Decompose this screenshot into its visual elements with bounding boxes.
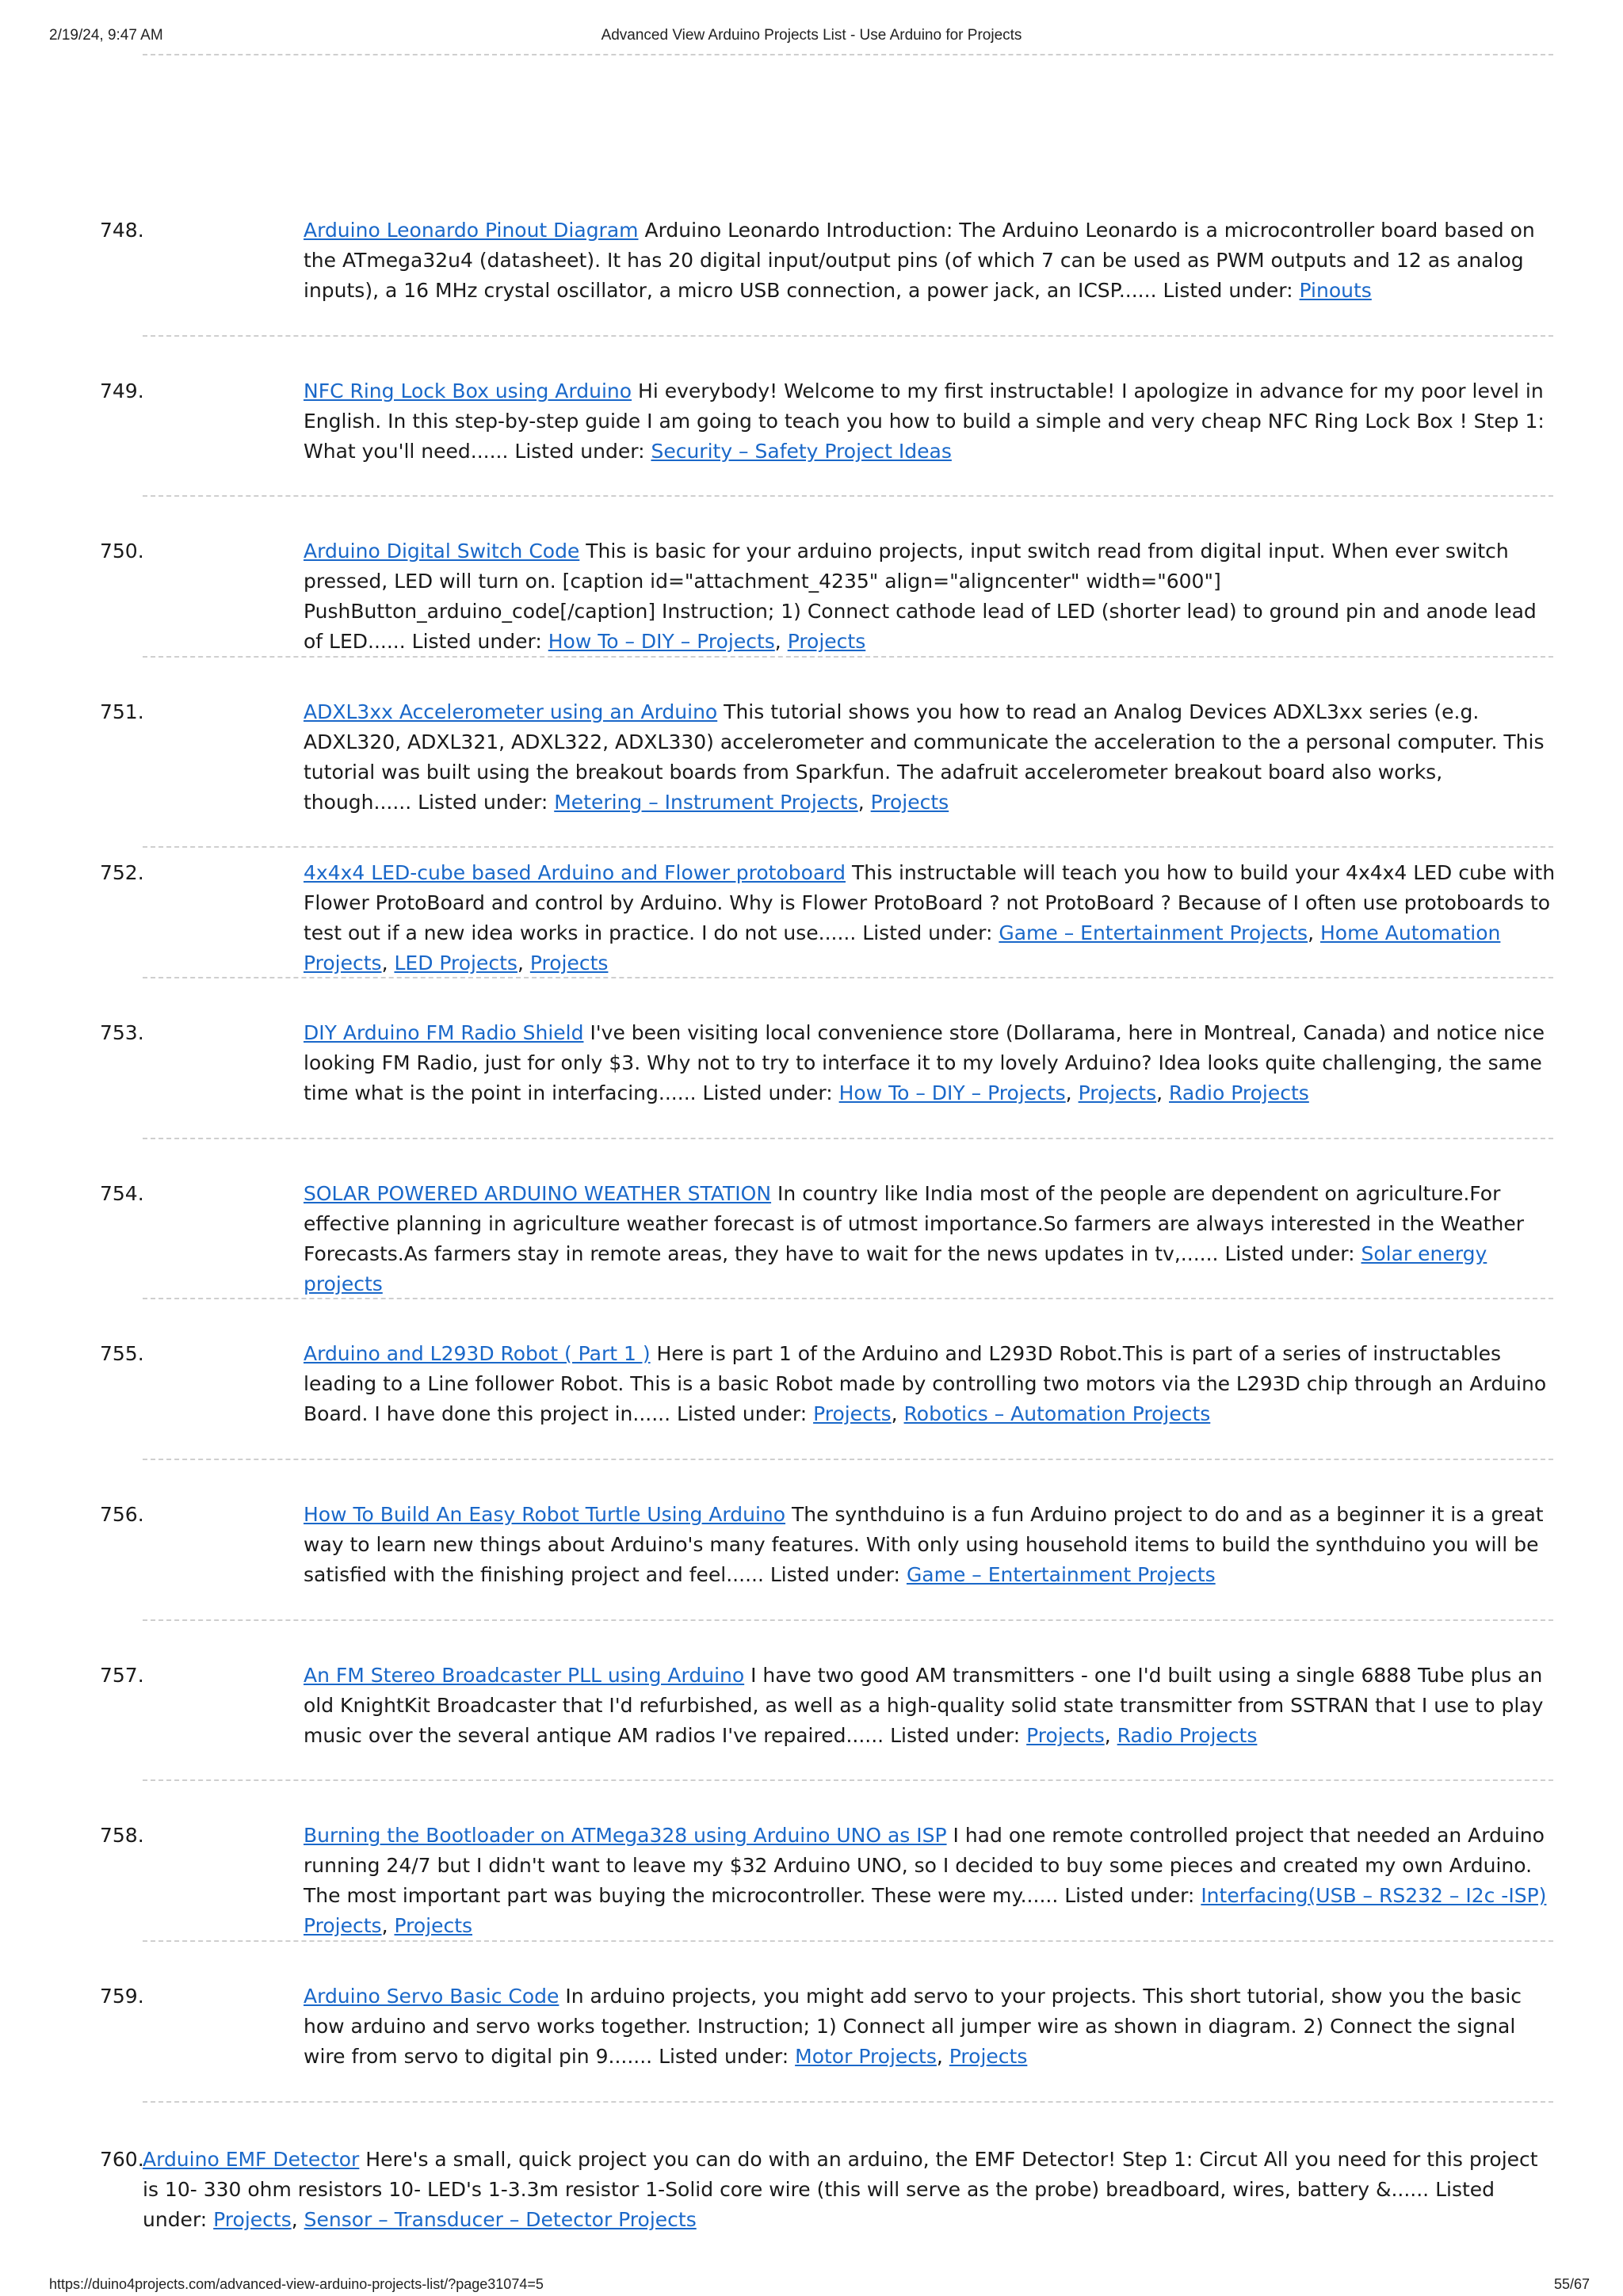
listed-under-label: Listed under:: [143, 2178, 1495, 2231]
entry-body: An FM Stereo Broadcaster PLL using Arduino I have two good AM transmitters - one I'd built using a single 6888 Tube plus an old KnightKit Broadcaster that I'd refurbished, as well as a high-quality solid state transmitter from SSTRAN that I use to play music over the several antique AM radios I've repaired...... Listed under: Projects, Radio Projects: [304, 1664, 1544, 1747]
project-description: Hi everybody! Welcome to my first instructable! I apologize in advance for my poor level in English. In this step-by-step guide I am going to teach you how to build a simple and very cheap NFC Ring Lock Box ! Step 1: What you'll need......: [304, 379, 1545, 463]
entry-body: 4x4x4 LED-cube based Arduino and Flower protoboard This instructable will teach you how to build your 4x4x4 LED cube with Flower ProtoBoard and control by Arduino. Why is Flower ProtoBoard ? not ProtoBoard ? Because of I often use protoboards to test out if a new idea works in practice. I do not use...... Listed under: Game – Entertainment Projects, Home Automation Projects, LED Projects, Projects: [304, 861, 1556, 974]
entry-number: 755.: [100, 1342, 144, 1365]
listed-under-label: Listed under:: [862, 921, 993, 944]
project-description: Here is part 1 of the Arduino and L293D Robot.This is part of a series of instructables leading to a Line follower Robot. This is a basic Robot made by controlling two motors via the L293D chip through an Arduino Board. I have done this project in......: [304, 1342, 1547, 1425]
divider: [143, 1459, 1553, 1460]
project-title-link[interactable]: SOLAR POWERED ARDUINO WEATHER STATION: [304, 1182, 772, 1205]
listed-under-label: Listed under:: [677, 1402, 808, 1425]
page-title: Advanced View Arduino Projects List - Use Arduino for Projects: [601, 27, 1022, 44]
category-link[interactable]: Radio Projects: [1169, 1081, 1309, 1104]
entry-body: [304, 376, 1556, 467]
project-title-link[interactable]: 4x4x4 LED-cube based Arduino and Flower protoboard: [304, 861, 846, 884]
project-title-link[interactable]: ADXL3xx Accelerometer using an Arduino: [304, 700, 718, 723]
category-link[interactable]: Robotics – Automation Projects: [903, 1402, 1211, 1425]
project-title-link[interactable]: An FM Stereo Broadcaster PLL using Arduino: [304, 1664, 745, 1687]
divider: [143, 846, 1553, 848]
entry-body: Arduino Digital Switch Code This is basic for your arduino projects, input switch read from digital input. When ever switch pressed, LED will turn on. [caption id="attachment_4235" align="aligncenter" width="600"] PushButton_arduino_code[/caption] Instruction; 1) Connect cathode lead of LED (shorter lead) to ground pin and anode lead of LED...... Listed under: How To – DIY – Projects, Projects: [304, 540, 1537, 653]
entry-number: 757.: [100, 1664, 144, 1687]
category-link[interactable]: Projects: [870, 791, 949, 814]
category-link[interactable]: Projects: [213, 2208, 292, 2231]
entry-body: Burning the Bootloader on ATMega328 using Arduino UNO as ISP I had one remote controlled project that needed an Arduino running 24/7 but I didn't want to leave my $32 Arduino UNO, so I decided to buy some pieces and created my own Arduino. The most important part was buying the microcontroller. These were my...... Listed under: Interfacing(USB – RS232 – I2c -ISP) Projects, Projects: [304, 1824, 1547, 1937]
divider: [143, 1619, 1553, 1621]
project-description: I had one remote controlled project that needed an Arduino running 24/7 but I didn't want to leave my $32 Arduino UNO, so I decided to buy some pieces and created my own Arduino. The most important part was buying the microcontroller. These were my......: [304, 1824, 1545, 1907]
category-link[interactable]: Projects: [1078, 1081, 1157, 1104]
entry-body: Arduino EMF Detector Here's a small, quick project you can do with an arduino, the EMF Detector! Step 1: Circut All you need for this project is 10- 330 ohm resistors 10- LED's 1-3.3m resistor 1-Solid core wire (this will serve as the probe) breadboard, wires, battery &...... Listed under: Projects, Sensor – Transducer – Detector Projects: [143, 2148, 1538, 2231]
project-description: The synthduino is a fun Arduino project to do and as a beginner it is a great way to learn new things about Arduino's many features. With only using household items to build the synthduino you will be satisfied with the finishing project and feel......: [304, 1503, 1544, 1586]
listed-under-label: Listed under:: [1064, 1884, 1195, 1907]
entry-number: 758.: [100, 1824, 144, 1847]
listed-under-label: Listed under:: [514, 440, 645, 463]
category-link[interactable]: Game – Entertainment Projects: [999, 921, 1308, 944]
project-description: This is basic for your arduino projects, input switch read from digital input. When ever switch pressed, LED will turn on. [caption id="attachment_4235" align="aligncenter" width="600"] PushButton_arduino_code[/caption] Instruction; 1) Connect cathode lead of LED (shorter lead) to ground pin and anode lead of LED......: [304, 540, 1537, 653]
project-description: I have two good AM transmitters - one I'd built using a single 6888 Tube plus an old KnightKit Broadcaster that I'd refurbished, as well as a high-quality solid state transmitter from SSTRAN that I use to play music over the several antique AM radios I've repaired......: [304, 1664, 1544, 1747]
entry-body: Arduino Servo Basic Code In arduino projects, you might add servo to your projects. This short tutorial, show you the basic how arduino and servo works together. Instruction; 1) Connect all jumper wire as shown in diagram. 2) Connect the signal wire from servo to digital pin 9....... Listed under: Motor Projects, Projects: [304, 1985, 1522, 2068]
entry-body: [304, 1500, 1556, 1590]
category-link[interactable]: Projects: [787, 630, 866, 653]
category-link[interactable]: Solar energy projects: [304, 1242, 1487, 1295]
page-url: https://duino4projects.com/advanced-view-arduino-projects-list/?page31074=5: [49, 2276, 544, 2292]
project-title-link[interactable]: Arduino and L293D Robot ( Part 1 ): [304, 1342, 651, 1365]
project-title-link[interactable]: DIY Arduino FM Radio Shield: [304, 1021, 584, 1044]
listed-under-label: Listed under:: [702, 1081, 833, 1104]
listed-under-label: Listed under:: [1224, 1242, 1355, 1265]
category-link[interactable]: How To – DIY – Projects: [838, 1081, 1066, 1104]
project-description: In country like India most of the people are dependent on agriculture.For effective planning in agriculture weather forecast is of utmost importance.So farmers are always interested in the Weather Forecasts.As farmers stay in remote areas, they have to wait for the news updates in tv,......: [304, 1182, 1524, 1265]
entry-number: 748.: [100, 219, 144, 242]
project-description: Arduino Leonardo Introduction: The Arduino Leonardo is a microcontroller board based on the ATmega32u4 (datasheet). It has 20 digital input/output pins (of which 7 can be used as PWM outputs and 12 as analog inputs), a 16 MHz crystal oscillator, a micro USB connection, a power jack, an ICSP......: [304, 219, 1535, 302]
divider: [143, 1138, 1553, 1139]
listed-under-label: Listed under:: [890, 1724, 1021, 1747]
category-link[interactable]: Radio Projects: [1117, 1724, 1258, 1747]
category-link[interactable]: Projects: [529, 952, 609, 974]
divider: [143, 495, 1553, 497]
entry-number: 749.: [100, 379, 144, 402]
entry-number: 754.: [100, 1182, 144, 1205]
listed-under-label: Listed under:: [659, 2045, 789, 2068]
listed-under-label: Listed under:: [769, 1563, 900, 1586]
category-link[interactable]: Projects: [394, 1914, 473, 1937]
page-number: 55/67: [1553, 2276, 1590, 2292]
listed-under-label: Listed under:: [1163, 279, 1293, 302]
category-link[interactable]: Security – Safety Project Ideas: [651, 440, 952, 463]
divider: [143, 1779, 1553, 1781]
category-link[interactable]: Interfacing(USB – RS232 – I2c -ISP) Projects: [304, 1884, 1547, 1937]
project-description: This instructable will teach you how to build your 4x4x4 LED cube with Flower ProtoBoard and control by Arduino. Why is Flower ProtoBoard ? not ProtoBoard ? Because of I often use protoboards to test out if a new idea works in practice. I do not use......: [304, 861, 1556, 944]
category-link[interactable]: Home Automation Projects: [304, 921, 1501, 974]
entry-number: 750.: [100, 540, 144, 563]
entry-number: 756.: [100, 1503, 144, 1526]
project-title-link[interactable]: Arduino Servo Basic Code: [304, 1985, 559, 2008]
entry-body: [304, 215, 1556, 306]
category-link[interactable]: Projects: [949, 2045, 1028, 2068]
entry-number: 751.: [100, 700, 144, 723]
entry-body: [304, 1179, 1556, 1299]
project-description: I've been visiting local convenience store (Dollarama, here in Montreal, Canada) and notice nice looking FM Radio, just for only $3. Why not to try to interface it to my lovely Arduino? Idea looks quite challenging, the same time what is the point in interfacing......: [304, 1021, 1545, 1104]
project-title-link[interactable]: Arduino EMF Detector: [143, 2148, 360, 2171]
divider: [143, 2101, 1553, 2103]
entry-number: 753.: [100, 1021, 144, 1044]
category-link[interactable]: Motor Projects: [795, 2045, 937, 2068]
category-link[interactable]: Sensor – Transducer – Detector Projects: [304, 2208, 697, 2231]
category-link[interactable]: Pinouts: [1299, 279, 1372, 302]
category-link[interactable]: Projects: [1026, 1724, 1105, 1747]
category-link[interactable]: Projects: [813, 1402, 892, 1425]
listed-under-label: Listed under:: [411, 630, 542, 653]
entry-number: 760.: [100, 2148, 144, 2171]
project-title-link[interactable]: Arduino Digital Switch Code: [304, 540, 580, 563]
category-link[interactable]: Game – Entertainment Projects: [906, 1563, 1216, 1586]
category-link[interactable]: How To – DIY – Projects: [548, 630, 775, 653]
entry-number: 759.: [100, 1985, 144, 2008]
project-title-link[interactable]: How To Build An Easy Robot Turtle Using Arduino: [304, 1503, 786, 1526]
project-title-link[interactable]: Burning the Bootloader on ATMega328 using Arduino UNO as ISP: [304, 1824, 947, 1847]
category-link[interactable]: Metering – Instrument Projects: [554, 791, 858, 814]
print-date: 2/19/24, 9:47 AM: [49, 27, 163, 44]
entry-number: 752.: [100, 861, 144, 884]
entry-body: DIY Arduino FM Radio Shield I've been visiting local convenience store (Dollarama, here in Montreal, Canada) and notice nice looking FM Radio, just for only $3. Why not to try to interface it to my lovely Arduino? Idea looks quite challenging, the same time what is the point in interfacing...... Listed under: How To – DIY – Projects, Projects, Radio Projects: [304, 1021, 1545, 1104]
project-description: Here's a small, quick project you can do with an arduino, the EMF Detector! Step 1: Circut All you need for this project is 10- 330 ohm resistors 10- LED's 1-3.3m resistor 1-Solid core wire (this will serve as the probe) breadboard, wires, battery &......: [143, 2148, 1538, 2201]
entry-body: ADXL3xx Accelerometer using an Arduino This tutorial shows you how to read an Analog Devices ADXL3xx series (e.g. ADXL320, ADXL321, ADXL322, ADXL330) accelerometer and communicate the acceleration to the a personal computer. This tutorial was built using the breakout boards from Sparkfun. The adafruit accelerometer breakout board also works, though...... Listed under: Metering – Instrument Projects, Projects: [304, 700, 1545, 814]
project-description: This tutorial shows you how to read an Analog Devices ADXL3xx series (e.g. ADXL320, ADXL321, ADXL322, ADXL330) accelerometer and communicate the acceleration to the a personal computer. This tutorial was built using the breakout boards from Sparkfun. The adafruit accelerometer breakout board also works, though......: [304, 700, 1545, 814]
listed-under-label: Listed under:: [418, 791, 548, 814]
project-title-link[interactable]: Arduino Leonardo Pinout Diagram: [304, 219, 639, 242]
divider: [143, 54, 1553, 55]
project-title-link[interactable]: NFC Ring Lock Box using Arduino: [304, 379, 632, 402]
divider: [143, 335, 1553, 337]
project-description: In arduino projects, you might add servo to your projects. This short tutorial, show you the basic how arduino and servo works together. Instruction; 1) Connect all jumper wire as shown in diagram. 2) Connect the signal wire from servo to digital pin 9.......: [304, 1985, 1522, 2068]
category-link[interactable]: LED Projects: [394, 952, 517, 974]
entry-body: Arduino and L293D Robot ( Part 1 ) Here is part 1 of the Arduino and L293D Robot.This is part of a series of instructables leading to a Line follower Robot. This is a basic Robot made by controlling two motors via the L293D chip through an Arduino Board. I have done this project in...... Listed under: Projects, Robotics – Automation Projects: [304, 1342, 1547, 1425]
